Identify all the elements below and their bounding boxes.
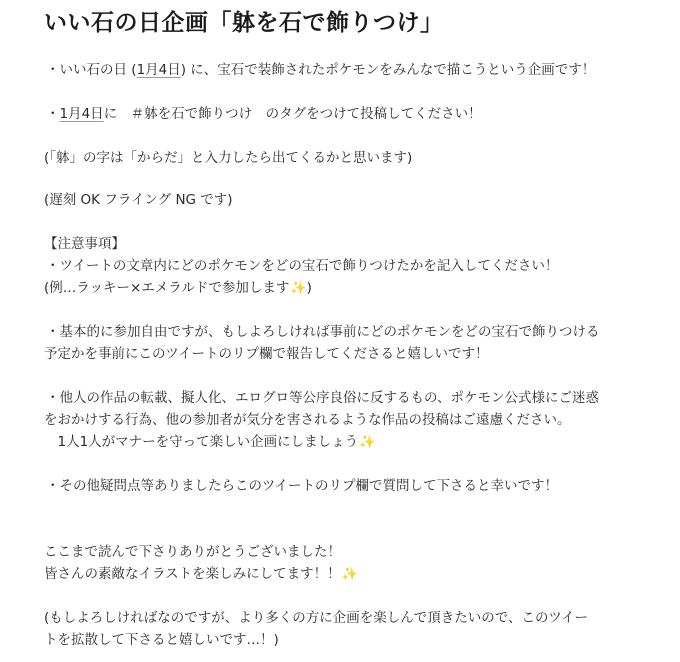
note-2-line-2: 予定かを事前にこのツイートのリプ欄で報告してくださると嬉しいです！ bbox=[44, 346, 489, 362]
tag-text-b: に ＃躰を石で飾りつけ のタグをつけて投稿してください！ bbox=[103, 106, 482, 122]
intro-line bbox=[46, 60, 595, 80]
note-1-line-1: ・ツイートの文章内にどのポケモンをどの宝石で飾りつけたかを記入してください！ bbox=[46, 258, 559, 274]
note-3-line-2: をおかけする行為、他の参加者が気分を害されるような作品の投稿はご遠慮ください。 bbox=[44, 412, 571, 428]
tag-line bbox=[46, 104, 482, 124]
thanks-line-1: ここまで読んで下さりありがとうございました！ bbox=[44, 544, 341, 560]
note-3-line-1: ・他人の作品の転載、擬人化、エログロ等公序良俗に反するもの、ポケモン公式様にご迷惑 bbox=[46, 390, 599, 406]
intro-date: 1月4日 bbox=[136, 62, 181, 78]
note-1-line-2 bbox=[44, 278, 312, 299]
thanks-text: 皆さんの素敵なイラストを楽しみにしてます！！ bbox=[44, 566, 341, 582]
tag-text-a: ・ bbox=[46, 106, 60, 122]
note-3-line-3 bbox=[44, 432, 375, 453]
note-1-example-end: ) bbox=[306, 280, 312, 296]
tag-date: 1月4日 bbox=[59, 106, 104, 122]
note-4-line: ・その他疑問点等ありましたらこのツイートのリプ欄で質問して下さると幸いです！ bbox=[46, 478, 559, 494]
ps-line-2: トを拡散して下さると嬉しいです…！) bbox=[44, 632, 279, 648]
sparkle-icon: ✨ bbox=[359, 435, 376, 450]
note-3-manners: 1人1人がマナーを守って楽しい企画にしましょう bbox=[44, 434, 359, 450]
ps-line-1: (もしよろしければなのですが、より多くの方に企画を楽しんで頂きたいので、このツイー bbox=[44, 610, 589, 626]
intro-text-b: ) に、宝石で装飾されたポケモンをみんなで描こうという企画です！ bbox=[180, 62, 596, 78]
sparkle-icon: ✨ bbox=[341, 567, 358, 582]
sparkle-icon: ✨ bbox=[290, 281, 307, 296]
page-title: いい石の日企画「躰を石で飾りつけ」 bbox=[44, 10, 444, 36]
intro-text-a: ・いい石の日 ( bbox=[46, 62, 137, 78]
note-1-example: (例…ラッキー×エメラルドで参加します bbox=[44, 280, 290, 296]
notes-heading: 【注意事項】 bbox=[44, 236, 125, 252]
note-2-line-1: ・基本的に参加自由ですが、もしよろしければ事前にどのポケモンをどの宝石で飾りつける bbox=[46, 324, 600, 340]
kanji-hint-line: (「躰」の字は「からだ」と入力したら出てくるかと思います) bbox=[44, 150, 413, 166]
thanks-line-2 bbox=[44, 564, 358, 585]
rules-line: (遅刻 OK フライング NG です) bbox=[44, 192, 233, 208]
